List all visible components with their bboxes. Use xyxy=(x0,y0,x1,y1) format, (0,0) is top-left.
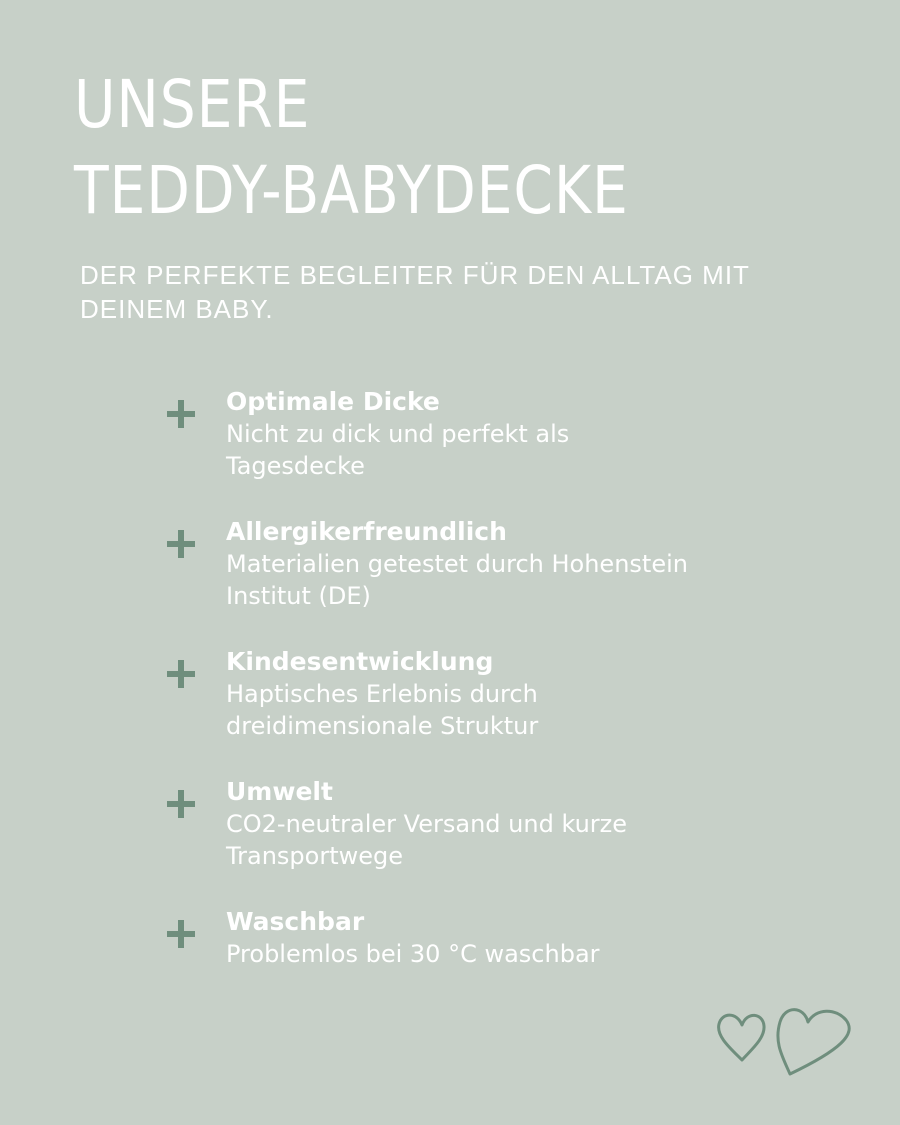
feature-item xyxy=(164,386,784,516)
feature-title: Kindesentwicklung xyxy=(226,647,494,676)
feature-description: CO2-neutraler Versand und kurze xyxy=(226,810,628,838)
feature-item xyxy=(164,516,784,646)
feature-title: Allergikerfreundlich xyxy=(226,517,507,546)
feature-title: Optimale Dicke xyxy=(226,387,440,416)
plus-icon xyxy=(164,527,198,561)
plus-icon xyxy=(164,917,198,951)
title-line: TEDDY-BABYDECKE xyxy=(74,152,629,229)
subtitle: DER PERFEKTE BEGLEITER FÜR DEN ALLTAG MIT DEINEM BABY. xyxy=(80,260,750,324)
page-title xyxy=(74,62,629,234)
title-line: UNSERE xyxy=(74,66,311,143)
feature-title: Umwelt xyxy=(226,777,333,806)
feature-description: Materialien getestet durch Hohenstein xyxy=(226,550,688,578)
feature-description: dreidimensionale Struktur xyxy=(226,712,539,740)
feature-description: Nicht zu dick und perfekt als xyxy=(226,420,570,448)
feature-title: Waschbar xyxy=(226,907,365,936)
feature-description: Institut (DE) xyxy=(226,582,371,610)
feature-item xyxy=(164,906,784,1036)
hearts-icon xyxy=(712,992,858,1082)
plus-icon xyxy=(164,787,198,821)
feature-list xyxy=(164,386,784,1036)
plus-icon xyxy=(164,657,198,691)
feature-description: Tagesdecke xyxy=(226,452,365,480)
plus-icon xyxy=(164,397,198,431)
feature-item xyxy=(164,776,784,906)
feature-item xyxy=(164,646,784,776)
feature-description: Problemlos bei 30 °C waschbar xyxy=(226,940,600,968)
feature-description: Haptisches Erlebnis durch xyxy=(226,680,538,708)
feature-description: Transportwege xyxy=(226,842,404,870)
